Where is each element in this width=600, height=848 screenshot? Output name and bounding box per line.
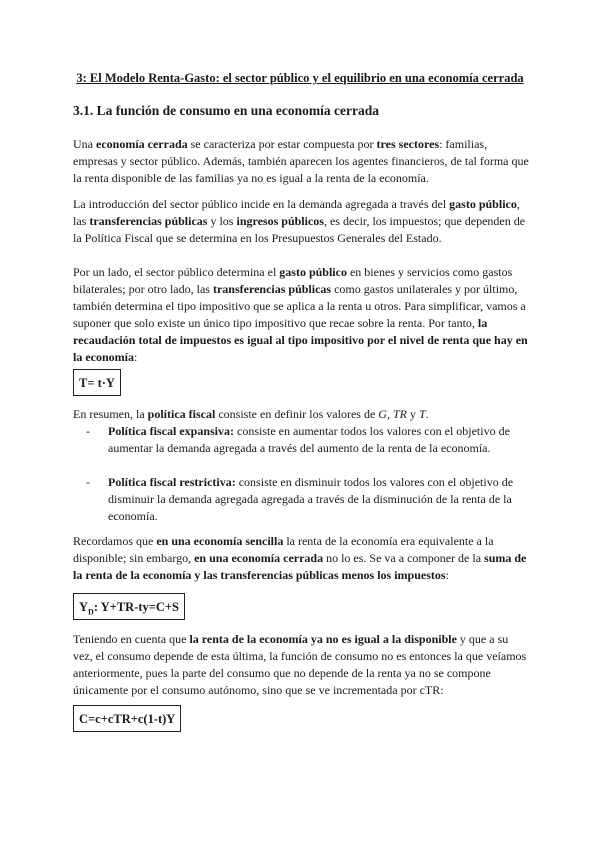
bold-run: tres sectores [376, 137, 440, 151]
text-run: Por un lado, el sector público determina el [73, 265, 280, 279]
formula-expression: : Y+TR-ty=C+S [93, 600, 179, 614]
bold-run: gasto público [279, 265, 347, 279]
bold-run: economía cerrada [96, 137, 188, 151]
formula-symbol: Y [79, 600, 89, 614]
text-run: no lo es. Se va a componer de la [323, 551, 485, 565]
document-title: 3: El Modelo Renta-Gasto: el sector público y el equilibrio en una economía cerrada [76, 71, 524, 85]
text-run: , es decir, los impuestos; que dependen de la Política Fiscal que se determina en los Presupuestos Generales del Estado. [73, 214, 526, 245]
italic-run: G, TR [378, 407, 407, 421]
text-run: : [445, 568, 449, 582]
text-run: : [134, 350, 138, 364]
paragraph-tax-revenue [73, 264, 529, 366]
paragraph-disposable-income [73, 533, 529, 584]
formula-subscript: D [88, 607, 94, 617]
fiscal-policy-list [86, 423, 530, 525]
paragraph-public-sector [73, 196, 529, 247]
text-run: Teniendo en cuenta que [73, 632, 190, 646]
bold-run: en una economía sencilla [156, 534, 284, 548]
text-run: Una [73, 137, 96, 151]
text-run: y [406, 407, 419, 421]
text-run: La introducción del sector público incide en la demanda agregada a través del [73, 197, 450, 211]
bold-run: suma de la renta de la economía y las transferencias públicas menos los impuestos [73, 551, 527, 582]
formula-consumption: C=c+cTR+c(1-t)Y [73, 705, 181, 732]
text-run: : familias, empresas y sector público. Además, también aparecen los agentes financieros, de tal forma que la renta disponible de las familias ya no es igual a la renta de la economía. [73, 137, 529, 185]
bullet-dash: - [86, 475, 90, 489]
text-run: . [425, 407, 429, 421]
text-run: y los [207, 214, 237, 228]
paragraph-fiscal-policy [73, 406, 529, 423]
text-run: como gastos unilaterales y por último, también determina el tipo impositivo que se aplica a la renta u otros. Para simplificar, vamos a suponer que solo existe un único tipo impositivo que recae sobre la renta. Por tanto, [73, 282, 526, 330]
text-run: la renta de la economía era equivalente a la disponible; sin embargo, [73, 534, 494, 565]
list-item [86, 423, 530, 457]
bold-run: transferencias públicas [89, 214, 208, 228]
section-heading: 3.1. La función de consumo en una economía cerrada [73, 103, 380, 118]
text-run: consiste en aumentar todos los valores con el objetivo de aumentar la demanda agregada a través del aumento de la renta de la economía. [108, 424, 510, 455]
bold-run: ingresos públicos [236, 214, 324, 228]
text-run: se caracteriza por estar compuesta por [187, 137, 377, 151]
paragraph-consumption-function [73, 631, 529, 699]
text-run: En resumen, la [73, 407, 148, 421]
text-run: , las [73, 197, 520, 228]
formula-disposable-income [73, 593, 185, 620]
paragraph-closed-economy [73, 136, 529, 187]
text-run: y que a su vez, el consumo depende de esta última, la función de consumo no es entonces la que veíamos anteriormente, pues la parte del consumo que no depende de la renta ya no se compone únicamente por el consumo autónomo, sino que se ve incrementada por cTR: [73, 632, 527, 697]
bold-run: política fiscal [147, 407, 216, 421]
bold-run: la recaudación total de impuestos es igual al tipo impositivo por el nivel de renta que hay en la economía [73, 316, 528, 364]
bold-run: en una economía cerrada [194, 551, 324, 565]
text-run: Recordamos que [73, 534, 157, 548]
list-item [86, 474, 530, 525]
bold-run: la renta de la economía ya no es igual a la disponible [189, 632, 457, 646]
bullet-dash: - [86, 424, 90, 438]
bold-run: Política fiscal expansiva: [108, 424, 234, 438]
bold-run: Política fiscal restrictiva: [108, 475, 236, 489]
formula-tax: T= t·Y [73, 369, 121, 396]
text-run: consiste en definir los valores de [215, 407, 379, 421]
text-run: en bienes y servicios como gastos bilaterales; por otro lado, las [73, 265, 513, 296]
bold-run: transferencias públicas [212, 282, 332, 296]
italic-run: T [418, 407, 426, 421]
bold-run: gasto público [449, 197, 517, 211]
text-run: consiste en disminuir todos los valores con el objetivo de disminuir la demanda agregada agregada a través de la disminución de la renta de la economía. [108, 475, 514, 523]
